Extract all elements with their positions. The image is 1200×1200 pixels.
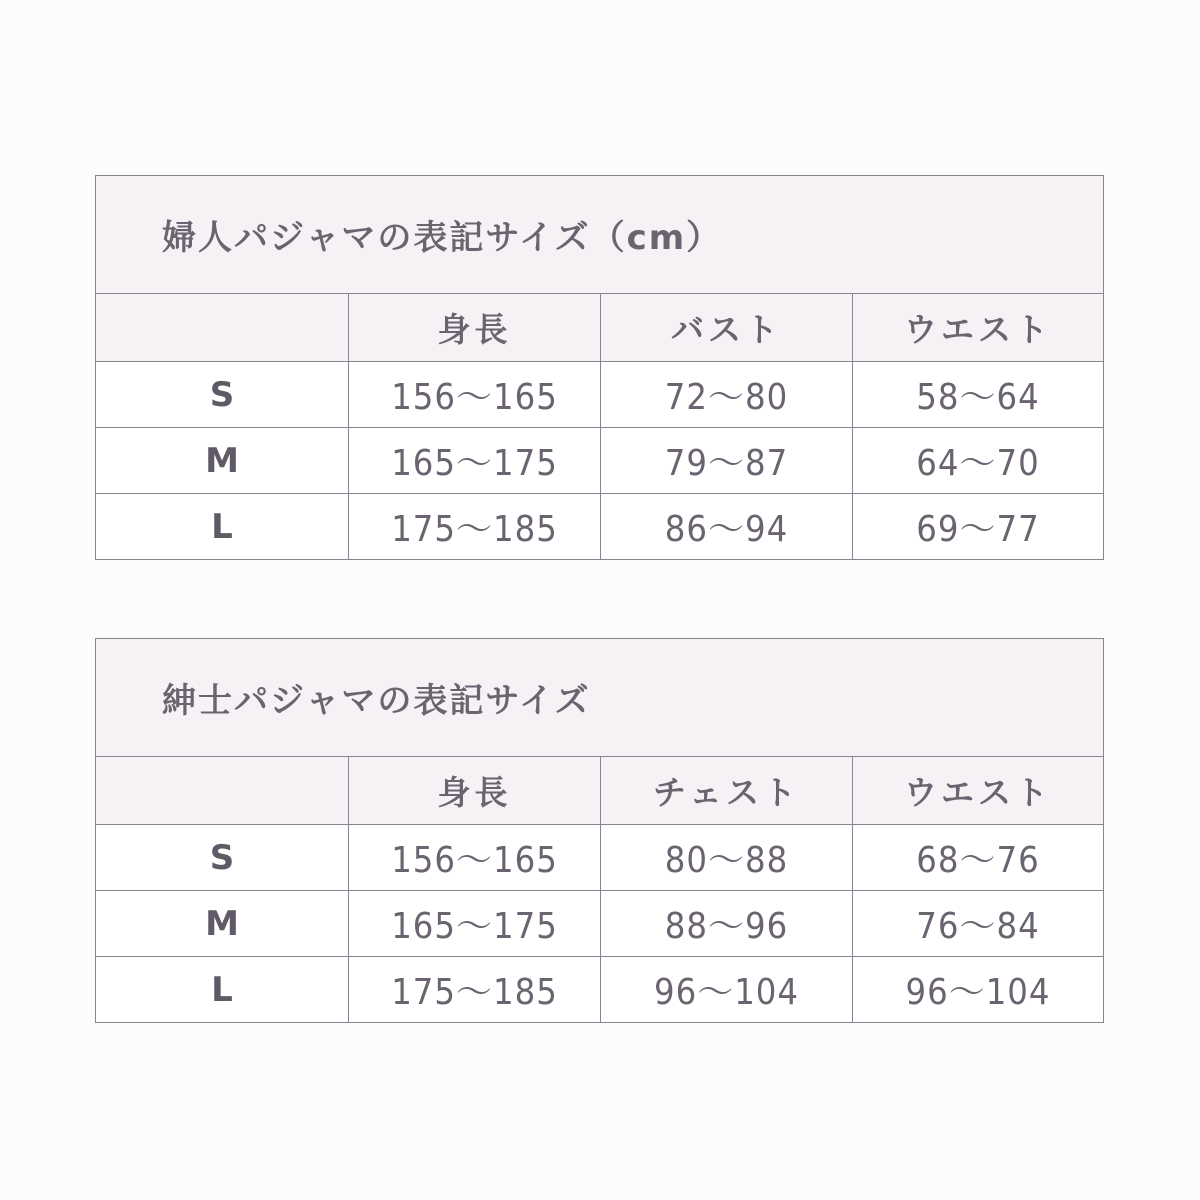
table-row bbox=[96, 824, 1103, 890]
waist-value: 69〜77 bbox=[852, 494, 1103, 559]
header-size-cell bbox=[96, 757, 348, 824]
size-label: L bbox=[211, 506, 233, 547]
height-value: 165〜175 bbox=[348, 428, 600, 493]
womens-size-table bbox=[95, 175, 1104, 560]
height-value: 156〜165 bbox=[348, 825, 600, 890]
chest-value: 96〜104 bbox=[600, 957, 852, 1022]
mens-header-row bbox=[96, 757, 1103, 824]
size-label: L bbox=[211, 969, 233, 1010]
chest-value: 80〜88 bbox=[600, 825, 852, 890]
table-row bbox=[96, 890, 1103, 956]
bust-value: 86〜94 bbox=[600, 494, 852, 559]
header-height-cell: 身長 bbox=[348, 294, 600, 361]
womens-table-title: 婦人パジャマの表記サイズ（cm） bbox=[96, 176, 1103, 294]
header-size-cell bbox=[96, 294, 348, 361]
header-height-cell: 身長 bbox=[348, 757, 600, 824]
header-waist-cell: ウエスト bbox=[852, 757, 1103, 824]
size-label: M bbox=[205, 903, 239, 944]
header-chest-cell: チェスト bbox=[600, 757, 852, 824]
waist-value: 68〜76 bbox=[852, 825, 1103, 890]
bust-value: 79〜87 bbox=[600, 428, 852, 493]
height-value: 175〜185 bbox=[348, 494, 600, 559]
table-row bbox=[96, 361, 1103, 427]
waist-value: 58〜64 bbox=[852, 362, 1103, 427]
size-label: S bbox=[209, 374, 235, 415]
womens-header-row bbox=[96, 294, 1103, 361]
waist-value: 76〜84 bbox=[852, 891, 1103, 956]
header-bust-cell: バスト bbox=[600, 294, 852, 361]
mens-size-table bbox=[95, 638, 1104, 1023]
waist-value: 96〜104 bbox=[852, 957, 1103, 1022]
size-label: S bbox=[209, 837, 235, 878]
mens-table-title: 紳士パジャマの表記サイズ bbox=[96, 639, 1103, 757]
size-label: M bbox=[205, 440, 239, 481]
waist-value: 64〜70 bbox=[852, 428, 1103, 493]
table-row bbox=[96, 956, 1103, 1022]
table-row bbox=[96, 493, 1103, 559]
bust-value: 72〜80 bbox=[600, 362, 852, 427]
height-value: 165〜175 bbox=[348, 891, 600, 956]
height-value: 156〜165 bbox=[348, 362, 600, 427]
table-row bbox=[96, 427, 1103, 493]
height-value: 175〜185 bbox=[348, 957, 600, 1022]
chest-value: 88〜96 bbox=[600, 891, 852, 956]
header-waist-cell: ウエスト bbox=[852, 294, 1103, 361]
